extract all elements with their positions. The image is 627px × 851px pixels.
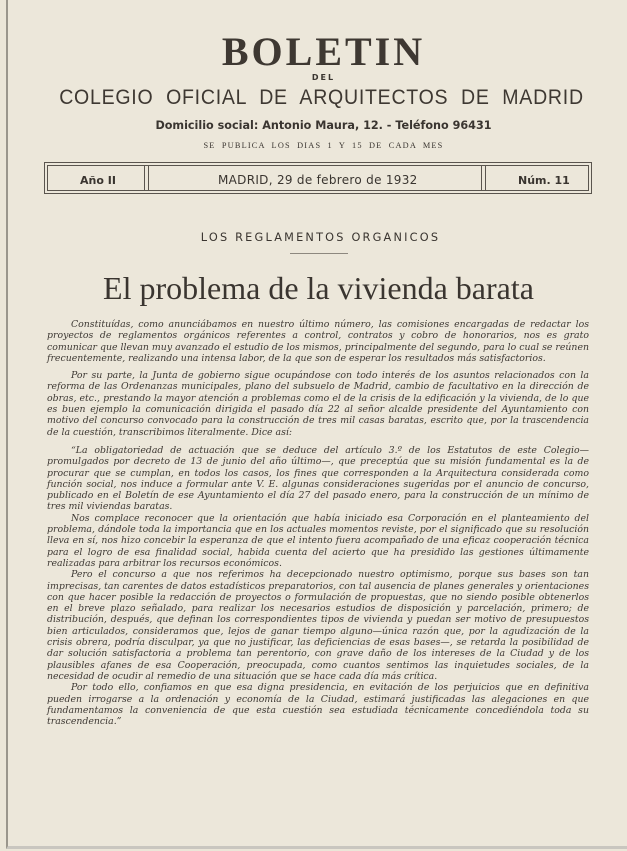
article-paragraph: Constituídas, como anunciábamos en nuestro último número, las comisiones encargadas de redactar los proyectos de reglamentos orgánicos referentes a control, contratos y cobro de honorarios, nos es grato comunicar que llevan muy avanzado el estudio de los mismos, principalmente del segundo, para lo cual se reúnen frecuentemente, realizando una intensa labor, de la que son de esperar los resultados más satisfactorios. xyxy=(47,319,589,364)
masthead-title: BOLETIN xyxy=(221,29,426,74)
masthead-frequency: SE PUBLICA LOS DIAS 1 Y 15 DE CADA MES xyxy=(203,141,444,150)
issue-year: Año II xyxy=(80,174,116,187)
masthead-del: DEL xyxy=(311,73,336,82)
article-body xyxy=(47,319,589,727)
issue-date: MADRID, 29 de febrero de 1932 xyxy=(218,173,418,187)
article-paragraph: “La obligatoriedad de actuación que se deduce del artículo 3.º de los Estatutos de este Colegio—promulgados por decreto de 13 de junio del año último—, que preceptúa que su misión fundamental es la de procurar que se cumplan, en todos los casos, los fines que corresponden a la Arquitectura considerada como función social, nos induce a formular ante V. E. algunas consideraciones sugeridas por el anuncio de concurso, publicado en el Boletín de ese Ayuntamiento el día 27 del pasado enero, para la construcción de un mínimo de tres mil viviendas baratas. xyxy=(47,444,589,513)
issue-info-bar-frame xyxy=(47,165,589,191)
article-paragraph: Por su parte, la Junta de gobierno sigue ocupándose con todo interés de los asuntos relacionados con la reforma de las Ordenanzas municipales, plano del subsuelo de Madrid, cambio de facultativo en la dirección de obras, etc., prestando la mayor atención a problemas como el de la crisis de la edificación y la vivienda, de lo que es buen ejemplo la comunicación dirigida el pasado día 22 al señor alcalde presidente del Ayuntamiento con motivo del concurso convocado para la construcción de tres mil casas baratas, escrito que, por la trascendencia de la cuestión, transcribimos literalmente. Dice así: xyxy=(47,370,589,438)
article-paragraph: Por todo ello, confiamos en que esa digna presidencia, en evitación de los perjuicios que en definitiva pueden irrogarse a la ordenación y economía de la Ciudad, estimará justificadas las alegaciones en que fundamentamos la conveniencia de que esta cuestión sea estudiada técnicamente concediéndola toda su trascendencia.” xyxy=(47,682,589,728)
masthead-address: Domicilio social: Antonio Maura, 12. - Teléfono 96431 xyxy=(155,119,492,132)
masthead-institution: COLEGIO OFICIAL DE ARQUITECTOS DE MADRID xyxy=(59,86,584,109)
bar-divider xyxy=(481,166,486,190)
newsletter-page xyxy=(6,0,627,849)
bar-divider xyxy=(144,166,149,190)
article-paragraph: Nos complace reconocer que la orientación que había iniciado esa Corporación en el planteamiento del problema, dándole toda la importancia que en los actuales momentos reviste, por el significado que su resolución lleva en sí, nos hizo concebir la esperanza de que el intento fuera acompañado de una eficaz cooperación técnica para el logro de esa finalidad social, habida cuenta del acierto que ha presidido las gestiones últimamente realizadas para arbitrar los recursos económicos. xyxy=(47,512,589,569)
article-paragraph: Pero el concurso a que nos referimos ha decepcionado nuestro optimismo, porque sus bases son tan imprecisas, tan carentes de datos estadísticos preparatorios, con tal ausencia de planes generales y orientaciones con que hacer posible la redacción de proyectos o formulación de propuestas, que no siendo posible obtenerlos en el breve plazo señalado, para realizar los necesarios estudios de disposición y parcelación, primero; de distribución, después, que definan los correspondientes tipos de vivienda y puedan ser motivo de presupuestos bien articulados, consideramos que, lejos de ganar tiempo alguno—única razón que, por la agudización de la crisis obrera, podría disculpar, ya que no justificar, las deficiencias de esas bases—, se retarda la posibilidad de dar solución satisfactoria a problema tan perentorio, con grave daño de los intereses de la Ciudad y de los plausibles afanes de esa Cooperación, preocupada, como cuantos sentimos las inquietudes sociales, de la necesidad de ocudir al remedio de una situación que se hace cada día más crítica. xyxy=(47,569,589,682)
section-rule xyxy=(290,253,348,254)
article-headline: El problema de la vivienda barata xyxy=(103,270,534,306)
issue-number: Núm. 11 xyxy=(518,174,570,187)
issue-info-bar xyxy=(44,162,592,194)
section-heading: LOS REGLAMENTOS ORGANICOS xyxy=(200,231,441,244)
